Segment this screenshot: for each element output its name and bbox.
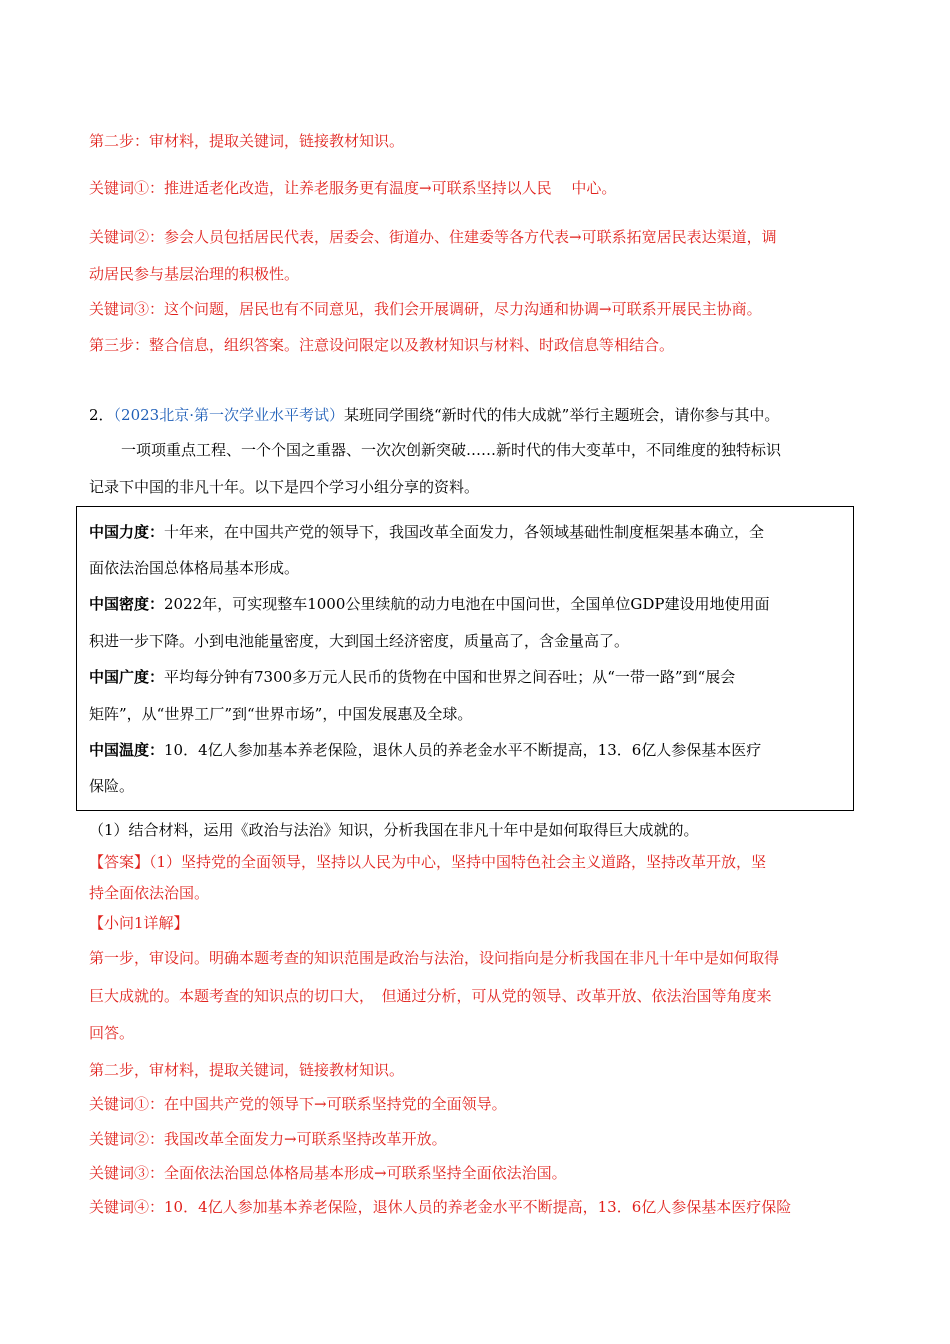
question-number: 2． xyxy=(89,406,114,424)
material-density-cont: 积进一步下降。小到电池能量密度，大到国土经济密度，质量高了，含金量高了。 xyxy=(89,632,630,650)
detail-title: 【小问1详解】 xyxy=(89,914,189,932)
sub-question-1: （1）结合材料，运用《政治与法治》知识，分析我国在非凡十年中是如何取得巨大成就的。 xyxy=(89,821,699,839)
keyword2-text-line1: 关键词②：参会人员包括居民代表，居委会、街道办、住建委等各方代表→可联系拓宽居民表达渠道，调 xyxy=(89,228,777,246)
answer-line1: 【答案】（1）坚持党的全面领导，坚持以人民为中心，坚持中国特色社会主义道路，坚持改革开放，坚 xyxy=(89,853,767,871)
keyword1-text: 关键词①：推进适老化改造，让养老服务更有温度→可联系坚持以人民 中心。 xyxy=(89,179,617,197)
material-warmth-text: 10．4亿人参加基本养老保险，退休人员的养老金水平不断提高，13．6亿人参保基本医疗 xyxy=(164,741,762,759)
keyword2-bottom: 关键词②：我国改革全面发力→可联系坚持改革开放。 xyxy=(89,1130,447,1148)
keyword1-bottom: 关键词①：在中国共产党的领导下→可联系坚持党的全面领导。 xyxy=(89,1095,507,1113)
material-power-label: 中国力度： xyxy=(89,523,165,541)
keyword3-text: 关键词③：这个问题，居民也有不同意见，我们会开展调研，尽力沟通和协调→可联系开展民主协商。 xyxy=(89,300,762,318)
material-breadth-label: 中国广度： xyxy=(89,668,165,686)
material-density-text: 2022年，可实现整车1000公里续航的动力电池在中国问世，全国单位GDP建设用地使用面 xyxy=(164,595,770,613)
material-power-text: 十年来，在中国共产党的领导下，我国改革全面发力，各领域基础性制度框架基本确立，全 xyxy=(164,523,765,541)
step1-line3: 回答。 xyxy=(89,1024,135,1042)
step2-bottom: 第二步，审材料，提取关键词，链接教材知识。 xyxy=(89,1061,405,1079)
step3-text: 第三步：整合信息，组织答案。注意设问限定以及教材知识与材料、时政信息等相结合。 xyxy=(89,336,675,354)
step2-text: 第二步：审材料，提取关键词，链接教材知识。 xyxy=(89,132,405,150)
question-text: 某班同学围绕“新时代的伟大成就”举行主题班会，请你参与其中。 xyxy=(344,406,780,424)
step1-line1: 第一步，审设问。明确本题考查的知识范围是政治与法治，设问指向是分析我国在非凡十年中是如何取得 xyxy=(89,949,780,967)
intro-line1: 一项项重点工程、一个个国之重器、一次次创新突破……新时代的伟大变革中，不同维度的独特标识 xyxy=(121,441,782,459)
material-breadth-cont: 矩阵”，从“世界工厂”到“世界市场”，中国发展惠及全球。 xyxy=(89,705,473,723)
material-breadth-text: 平均每分钟有7300多万元人民币的货物在中国和世界之间吞吐；从“一带一路”到“展会 xyxy=(164,668,736,686)
answer-line2: 持全面依法治国。 xyxy=(89,884,210,902)
material-density xyxy=(89,594,769,614)
keyword2-text-line2: 动居民参与基层治理的积极性。 xyxy=(89,265,300,283)
material-warmth-cont: 保险。 xyxy=(89,777,135,795)
material-breadth xyxy=(89,667,735,687)
step1-line2: 巨大成就的。本题考查的知识点的切口大， 但通过分析，可从党的领导、改革开放、依法治国等角度来 xyxy=(89,987,772,1005)
material-box xyxy=(76,506,854,811)
keyword4-bottom: 关键词④：10．4亿人参加基本养老保险，退休人员的养老金水平不断提高，13．6亿人参保基本医疗保险 xyxy=(89,1198,792,1216)
question-source: （2023北京·第一次学业水平考试） xyxy=(113,406,344,424)
keyword3-bottom: 关键词③：全面依法治国总体格局基本形成→可联系坚持全面依法治国。 xyxy=(89,1164,567,1182)
material-warmth xyxy=(89,740,761,760)
material-power xyxy=(89,522,764,542)
material-density-label: 中国密度： xyxy=(89,595,165,613)
material-power-cont: 面依法治国总体格局基本形成。 xyxy=(89,559,300,577)
intro-line2: 记录下中国的非凡十年。以下是四个学习小组分享的资料。 xyxy=(89,478,480,496)
question-2-stem xyxy=(89,405,779,425)
material-warmth-label: 中国温度： xyxy=(89,741,165,759)
